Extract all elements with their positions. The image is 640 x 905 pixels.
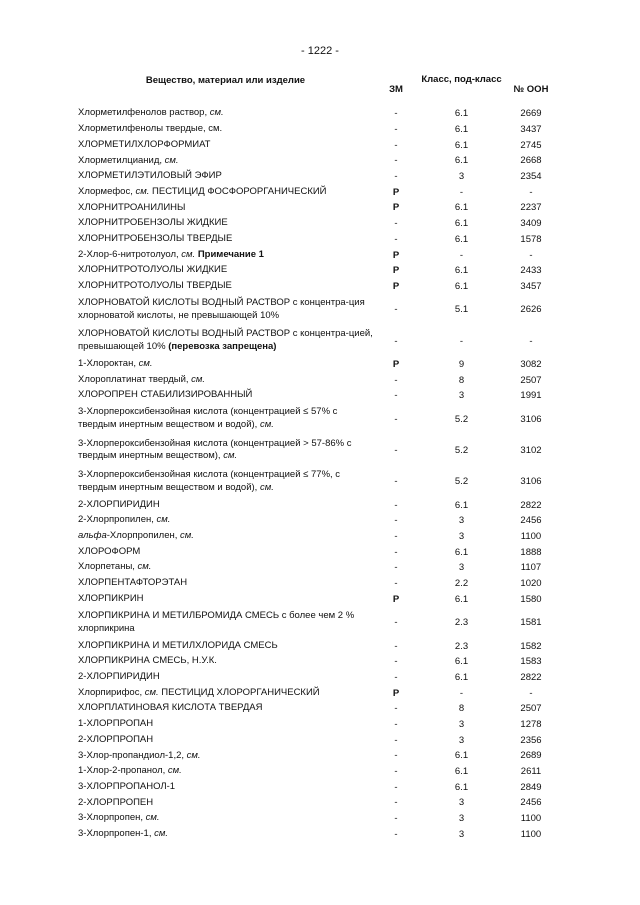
name-text: 1-ХЛОРПРОПАН <box>78 718 154 730</box>
cell-substance-name <box>78 687 373 700</box>
name-text: 2-ХЛОРПРОПАН <box>78 733 154 745</box>
cell-zm: - <box>394 124 398 136</box>
cell-substance-name <box>78 374 373 387</box>
name-text: ХЛОРПЕНТАФТОРЭТАН <box>78 577 188 589</box>
name-text: 2-ХЛОРПИРИДИН <box>78 498 160 510</box>
cell-zm: - <box>394 476 398 488</box>
name-text: -Хлорпропилен, <box>106 530 180 542</box>
cell-substance-name <box>78 406 373 432</box>
cell-un-number: 3102 <box>520 444 542 456</box>
name-text: Хлорпетаны, <box>78 561 138 573</box>
cell-un-number: 1020 <box>520 578 542 590</box>
table-row <box>78 654 558 670</box>
cell-class: 6.1 <box>454 280 469 292</box>
cell-class: 6.1 <box>454 671 469 683</box>
cell-substance-name <box>78 217 373 230</box>
cell-substance-name <box>78 750 373 763</box>
cell-un-number: 2456 <box>520 797 542 809</box>
italic-text: см. <box>167 765 182 777</box>
cell-class: 2.3 <box>454 640 469 652</box>
italic-text: см. <box>154 827 169 839</box>
table-body <box>78 106 558 842</box>
name-text: 3-Хлор-пропандиол-1,2, <box>78 749 187 761</box>
name-text: ХЛОРПИКРИНА И МЕТИЛХЛОРИДА СМЕСЬ <box>78 639 278 651</box>
cell-zm: - <box>394 562 398 574</box>
italic-text: см. <box>135 185 150 197</box>
name-text: ХЛОРПИКРИН <box>78 592 144 604</box>
cell-class: - <box>459 687 464 699</box>
italic-text: см. <box>181 248 196 260</box>
table-row <box>78 732 558 748</box>
table-row <box>78 529 558 545</box>
table-row <box>78 216 558 232</box>
name-text: ХЛОРОПРЕН СТАБИЛИЗИРОВАННЫЙ <box>78 389 253 401</box>
cell-un-number: 3409 <box>520 218 542 230</box>
cell-class: 6.1 <box>454 218 469 230</box>
cell-class: 5.2 <box>454 444 469 456</box>
cell-zm: P <box>392 202 400 214</box>
italic-text: см. <box>137 561 152 573</box>
table-row <box>78 372 558 388</box>
table-row <box>78 232 558 248</box>
name-text: 3-Хлорпероксибензойная кислота (концентрацией ≤ 77%, с твердым инертным веществом и водой), <box>78 468 341 493</box>
cell-un-number: 2611 <box>520 766 542 778</box>
cell-substance-name <box>78 514 373 527</box>
name-text: ХЛОРНОВАТОЙ КИСЛОТЫ ВОДНЫЙ РАСТВОР с концентра-ция хлорноватой кислоты, не превышающей 10% <box>78 297 365 321</box>
name-text: Хлорпирифос, <box>78 686 145 698</box>
table-row <box>78 497 558 513</box>
cell-substance-name <box>78 765 373 778</box>
cell-substance-name <box>78 233 373 246</box>
cell-class: 8 <box>458 374 465 386</box>
cell-substance-name <box>78 107 373 120</box>
cell-class: 3 <box>458 171 465 183</box>
italic-text: см. <box>144 686 159 698</box>
cell-class: 6.1 <box>454 265 469 277</box>
cell-un-number: - <box>529 186 533 198</box>
name-text: 3-Хлорпропен, <box>78 812 146 824</box>
cell-zm: - <box>394 734 398 746</box>
cell-class: 6.1 <box>454 499 469 511</box>
name-text: 2-Хлор-6-нитротолуол, <box>78 248 182 260</box>
cell-un-number: 1991 <box>520 390 542 402</box>
cell-un-number: - <box>529 249 533 261</box>
cell-class: 2.2 <box>454 578 469 590</box>
cell-un-number: 3106 <box>520 413 542 425</box>
cell-un-number: 1100 <box>520 828 542 840</box>
cell-un-number: 1107 <box>520 562 542 574</box>
cell-zm: - <box>394 304 398 316</box>
cell-substance-name <box>78 702 373 715</box>
cell-substance-name <box>78 671 373 684</box>
cell-un-number: 1583 <box>520 656 542 668</box>
table-row <box>78 607 558 638</box>
cell-un-number: 2626 <box>520 304 542 316</box>
cell-un-number: 2433 <box>520 265 542 277</box>
cell-zm: - <box>394 719 398 731</box>
note-text: Примечание 1 <box>197 248 264 260</box>
cell-zm: - <box>394 155 398 167</box>
cell-substance-name <box>78 469 373 495</box>
cell-un-number: 3082 <box>520 358 542 370</box>
name-text: ПЕСТИЦИД ФОСФОРОРГАНИЧЕСКИЙ <box>149 185 327 197</box>
table-row <box>78 279 558 295</box>
cell-zm: - <box>394 656 398 668</box>
table-row <box>78 184 558 200</box>
cell-zm: - <box>394 515 398 527</box>
name-text: Хлормефос, <box>78 185 136 197</box>
cell-zm: - <box>394 218 398 230</box>
cell-substance-name <box>78 812 373 825</box>
italic-text: см. <box>209 107 224 119</box>
italic-text: см. <box>223 450 238 462</box>
cell-class: 3 <box>458 828 465 840</box>
cell-substance-name <box>78 389 373 402</box>
cell-substance-name <box>78 328 373 354</box>
cell-class: 3 <box>458 734 465 746</box>
cell-class: 6.1 <box>454 656 469 668</box>
name-text: ХЛОРПЛАТИНОВАЯ КИСЛОТА ТВЕРДАЯ <box>78 702 263 714</box>
table-row <box>78 435 558 466</box>
cell-substance-name <box>78 655 373 668</box>
cell-zm: - <box>394 499 398 511</box>
table-row <box>78 169 558 185</box>
name-text: ХЛОРНИТРОБЕНЗОЛЫ ТВЕРДЫЕ <box>78 232 233 244</box>
cell-substance-name <box>78 640 373 653</box>
table-row <box>78 795 558 811</box>
cell-un-number: 1100 <box>520 813 542 825</box>
name-text: Хлорметилцианид, <box>78 154 165 166</box>
cell-substance-name <box>78 170 373 183</box>
italic-text: см. <box>191 373 206 385</box>
table-row <box>78 388 558 404</box>
header-un-number: № ООН <box>513 84 549 95</box>
cell-un-number: - <box>529 687 533 699</box>
cell-un-number: 3457 <box>520 280 542 292</box>
cell-zm: P <box>392 265 400 277</box>
cell-zm: - <box>394 828 398 840</box>
name-text: ХЛОРПИКРИНА СМЕСЬ, Н.У.К. <box>78 655 217 667</box>
cell-zm: - <box>394 390 398 402</box>
table-row <box>78 325 558 356</box>
name-text: 3-ХЛОРПРОПАНОЛ-1 <box>78 780 176 792</box>
name-text: 2-ХЛОРПИРИДИН <box>78 671 160 683</box>
cell-class: 3 <box>458 813 465 825</box>
cell-zm: - <box>394 546 398 558</box>
cell-substance-name <box>78 280 373 293</box>
cell-substance-name <box>78 499 373 512</box>
cell-class: - <box>459 186 464 198</box>
cell-zm: - <box>394 139 398 151</box>
substances-table <box>78 73 558 842</box>
cell-class: 3 <box>458 797 465 809</box>
cell-zm: - <box>394 813 398 825</box>
cell-un-number: 1581 <box>520 617 542 629</box>
cell-un-number: 2689 <box>520 750 542 762</box>
cell-substance-name <box>78 438 373 464</box>
cell-class: 3 <box>458 530 465 542</box>
table-row <box>78 263 558 279</box>
table-row <box>78 200 558 216</box>
table-row <box>78 357 558 373</box>
table-row <box>78 544 558 560</box>
cell-substance-name <box>78 828 373 841</box>
name-text: ХЛОРНИТРОБЕНЗОЛЫ ЖИДКИЕ <box>78 217 228 229</box>
table-row <box>78 591 558 607</box>
cell-class: 5.2 <box>454 476 469 488</box>
name-text: ХЛОРМЕТИЛЭТИЛОВЫЙ ЭФИР <box>78 170 222 182</box>
cell-zm: - <box>394 335 398 347</box>
cell-zm: P <box>392 249 400 261</box>
cell-class: 6.1 <box>454 202 469 214</box>
cell-class: 8 <box>458 703 465 715</box>
cell-zm: P <box>392 593 400 605</box>
cell-substance-name <box>78 546 373 559</box>
italic-text: см. <box>180 530 194 542</box>
cell-un-number: 2745 <box>520 139 542 151</box>
italic-text: см. <box>259 419 274 431</box>
cell-un-number: 2849 <box>520 781 542 793</box>
table-row <box>78 670 558 686</box>
name-text: 2-Хлорпропилен, <box>78 514 157 526</box>
cell-un-number: 2356 <box>520 734 542 746</box>
cell-class: 6.1 <box>454 155 469 167</box>
cell-class: 2.3 <box>454 617 469 629</box>
name-text: ХЛОРОФОРМ <box>78 545 141 557</box>
table-row <box>78 122 558 138</box>
italic-text: см. <box>164 154 179 166</box>
header-class: Класс, под-класс <box>421 74 502 85</box>
italic-text: см. <box>145 812 160 824</box>
cell-zm: - <box>394 766 398 778</box>
cell-zm: - <box>394 750 398 762</box>
cell-class: 5.1 <box>454 304 469 316</box>
name-text: 2-ХЛОРПРОПЕН <box>78 796 154 808</box>
cell-zm: - <box>394 578 398 590</box>
table-row <box>78 764 558 780</box>
cell-substance-name <box>78 593 373 606</box>
name-text: 3-Хлорпероксибензойная кислота (концентрацией ≤ 57% с твердым инертным веществом и водой), <box>78 406 338 431</box>
cell-un-number: 3106 <box>520 476 542 488</box>
name-text: ХЛОРПИКРИНА И МЕТИЛБРОМИДА СМЕСЬ с более чем 2 % хлорпикрина <box>78 609 355 634</box>
table-row <box>78 294 558 325</box>
page-number: - 1222 - <box>301 45 339 57</box>
table-row <box>78 701 558 717</box>
cell-class: 6.1 <box>454 546 469 558</box>
cell-substance-name <box>78 530 373 543</box>
name-text: ХЛОРМЕТИЛХЛОРФОРМИАТ <box>78 138 211 150</box>
table-row <box>78 827 558 843</box>
cell-class: 5.2 <box>454 413 469 425</box>
cell-zm: P <box>392 687 400 699</box>
italic-text: альфа <box>78 530 107 542</box>
cell-zm: - <box>394 171 398 183</box>
name-text: ПЕСТИЦИД ХЛОРОРГАНИЧЕСКИЙ <box>158 686 320 698</box>
table-row <box>78 576 558 592</box>
cell-substance-name <box>78 249 373 262</box>
cell-un-number: - <box>529 335 533 347</box>
cell-zm: - <box>394 703 398 715</box>
cell-zm: - <box>394 233 398 245</box>
table-row <box>78 638 558 654</box>
cell-class: 9 <box>458 358 465 370</box>
cell-zm: P <box>392 358 400 370</box>
cell-zm: - <box>394 797 398 809</box>
table-row <box>78 748 558 764</box>
name-text: Хлорметилфенолы твердые, см. <box>78 123 223 135</box>
cell-un-number: 1100 <box>520 530 542 542</box>
cell-un-number: 1580 <box>520 593 542 605</box>
cell-substance-name <box>78 186 373 199</box>
name-text: ХЛОРНИТРОТОЛУОЛЫ ТВЕРДЫЕ <box>78 280 232 291</box>
table-header <box>78 73 558 106</box>
cell-class: 6.1 <box>454 108 469 120</box>
name-text: ХЛОРНИТРОТОЛУОЛЫ ЖИДКИЕ <box>78 264 228 276</box>
cell-un-number: 2507 <box>520 703 542 715</box>
cell-un-number: 2507 <box>520 374 542 386</box>
cell-class: 6.1 <box>454 750 469 762</box>
cell-un-number: 2237 <box>520 202 542 214</box>
cell-un-number: 1582 <box>520 640 542 652</box>
cell-substance-name <box>78 139 373 152</box>
cell-class: 6.1 <box>454 781 469 793</box>
cell-un-number: 2669 <box>520 108 542 120</box>
table-row <box>78 137 558 153</box>
cell-substance-name <box>78 610 373 636</box>
name-text: Хлороплатинат твердый, <box>78 373 192 385</box>
cell-substance-name <box>78 358 373 371</box>
cell-class: 6.1 <box>454 233 469 245</box>
name-text: Хлорметилфенолов раствор, <box>78 107 210 119</box>
cell-zm: - <box>394 640 398 652</box>
table-row <box>78 404 558 435</box>
cell-zm: - <box>394 781 398 793</box>
cell-class: 6.1 <box>454 139 469 151</box>
cell-substance-name <box>78 718 373 731</box>
cell-substance-name <box>78 264 373 277</box>
cell-substance-name <box>78 734 373 747</box>
cell-substance-name <box>78 155 373 168</box>
italic-text: см. <box>138 358 153 370</box>
cell-un-number: 1888 <box>520 546 542 558</box>
cell-un-number: 2456 <box>520 515 542 527</box>
cell-class: 3 <box>458 390 465 402</box>
cell-zm: - <box>394 530 398 542</box>
cell-substance-name <box>78 123 373 136</box>
table-row <box>78 779 558 795</box>
cell-un-number: 2354 <box>520 171 542 183</box>
cell-un-number: 1578 <box>520 233 542 245</box>
table-row <box>78 106 558 122</box>
cell-class: 3 <box>458 719 465 731</box>
cell-class: 6.1 <box>454 124 469 136</box>
table-row <box>78 466 558 497</box>
table-row <box>78 811 558 827</box>
cell-class: - <box>459 249 464 261</box>
cell-zm: - <box>394 374 398 386</box>
cell-un-number: 1278 <box>520 719 542 731</box>
cell-un-number: 2668 <box>520 155 542 167</box>
cell-un-number: 2822 <box>520 671 542 683</box>
header-name: Вещество, материал или изделие <box>145 75 306 86</box>
name-text: 1-Хлороктан, <box>78 358 139 370</box>
cell-zm: - <box>394 108 398 120</box>
cell-substance-name <box>78 202 373 215</box>
italic-text: см. <box>259 481 274 493</box>
cell-un-number: 2822 <box>520 499 542 511</box>
cell-zm: P <box>392 280 400 292</box>
table-row <box>78 560 558 576</box>
cell-substance-name <box>78 297 373 323</box>
cell-class: 6.1 <box>454 766 469 778</box>
cell-zm: - <box>394 671 398 683</box>
name-text: ХЛОРНОВАТОЙ КИСЛОТЫ ВОДНЫЙ РАСТВОР с концентра-цией, превышающей 10% <box>78 328 373 353</box>
cell-substance-name <box>78 561 373 574</box>
name-text: 3-Хлорпропен-1, <box>78 827 155 839</box>
italic-text: см. <box>186 749 201 761</box>
table-row <box>78 513 558 529</box>
name-text: 3-Хлорпероксибензойная кислота (концентрацией > 57-86% с твердым инертным веществом), <box>78 437 352 462</box>
italic-text: см. <box>156 514 171 526</box>
header-zm: ЗМ <box>389 84 403 95</box>
cell-substance-name <box>78 577 373 590</box>
cell-class: 3 <box>458 515 465 527</box>
cell-zm: - <box>394 444 398 456</box>
cell-zm: - <box>394 413 398 425</box>
table-row <box>78 153 558 169</box>
cell-un-number: 3437 <box>520 124 542 136</box>
cell-substance-name <box>78 781 373 794</box>
cell-zm: P <box>392 186 400 198</box>
name-text: ХЛОРНИТРОАНИЛИНЫ <box>78 201 186 213</box>
table-row <box>78 685 558 701</box>
note-text: (перевозка запрещена) <box>168 341 277 353</box>
cell-class: - <box>459 335 464 347</box>
cell-substance-name <box>78 797 373 810</box>
table-row <box>78 247 558 263</box>
table-row <box>78 717 558 733</box>
cell-class: 3 <box>458 562 465 574</box>
name-text: 1-Хлор-2-пропанол, <box>78 765 168 777</box>
cell-class: 6.1 <box>454 593 469 605</box>
cell-zm: - <box>394 617 398 629</box>
